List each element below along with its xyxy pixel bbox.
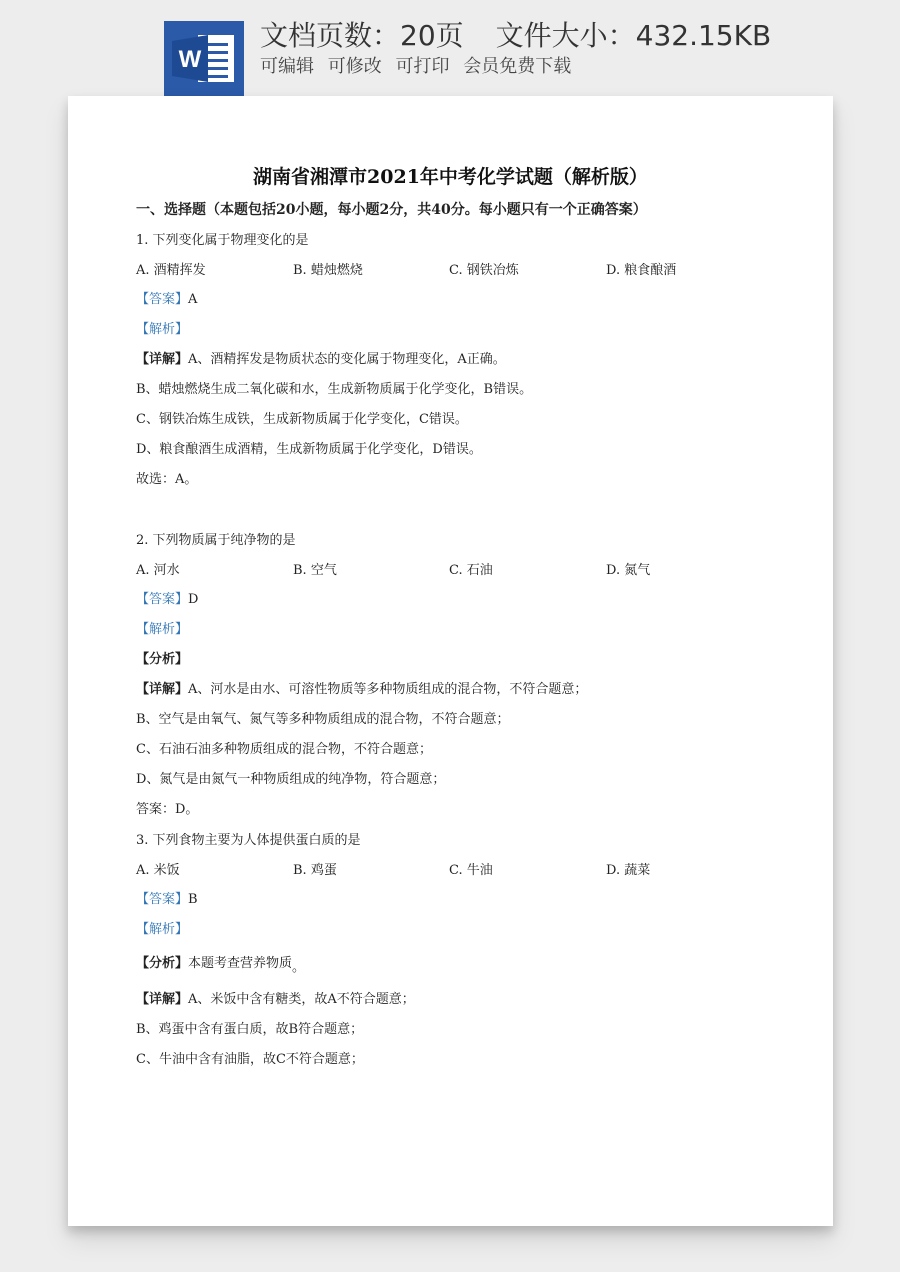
q1-option-c: C. 钢铁冶炼 (449, 263, 519, 278)
fenxi-text: 本题考查营养物质 (188, 956, 293, 971)
q3-fenxi (136, 955, 305, 973)
question-1-stem: 1. 下列变化属于物理变化的是 (136, 233, 309, 248)
detail-text: A、米饭中含有糖类，故A不符合题意； (188, 992, 415, 1007)
q2-explanation-d: D、氮气是由氮气一种物质组成的纯净物，符合题意； (136, 772, 446, 787)
answer-tag: 【答案】 (136, 892, 189, 907)
q3-option-a: A. 米饭 (136, 863, 180, 878)
q3-detail (136, 991, 415, 1009)
q3-option-d: D. 蔬菜 (606, 863, 651, 878)
q1-detail (136, 351, 506, 369)
feature-free-download: 会员免费下载 (463, 56, 572, 77)
q2-conclusion: 答案：D。 (136, 802, 199, 817)
feature-editable: 可编辑 (260, 56, 314, 77)
q1-option-b: B. 蜡烛燃烧 (293, 263, 363, 278)
feature-list (260, 55, 579, 79)
feature-modifiable: 可修改 (327, 56, 382, 77)
q2-option-a: A. 河水 (136, 563, 180, 578)
file-size: 文件大小：432.15KB (495, 19, 772, 52)
q2-explanation-b: B、空气是由氧气、氮气等多种物质组成的混合物，不符合题意； (136, 712, 510, 727)
detail-tag: 【详解】 (136, 992, 189, 1007)
answer-tag: 【答案】 (136, 292, 189, 307)
answer-value: A (188, 292, 198, 307)
answer-tag: 【答案】 (136, 592, 189, 607)
q3-answer (136, 891, 198, 909)
q1-answer (136, 291, 197, 309)
q3-option-c: C. 牛油 (449, 863, 493, 878)
page-count: 文档页数：20页 (260, 19, 464, 52)
q1-explanation-b: B、蜡烛燃烧生成二氧化碳和水，生成新物质属于化学变化，B错误。 (136, 382, 533, 397)
page-title: 湖南省湘潭市2021年中考化学试题（解析版） (253, 166, 648, 188)
question-2-stem: 2. 下列物质属于纯净物的是 (136, 533, 296, 548)
q2-option-b: B. 空气 (293, 563, 337, 578)
feature-printable: 可打印 (395, 56, 450, 77)
q2-fenxi-tag: 【分析】 (136, 652, 189, 667)
q3-option-b: B. 鸡蛋 (293, 863, 337, 878)
answer-value: D (188, 592, 199, 607)
q2-explanation-c: C、石油石油多种物质组成的混合物，不符合题意； (136, 742, 432, 757)
question-3-stem: 3. 下列食物主要为人体提供蛋白质的是 (136, 833, 361, 848)
q1-conclusion: 故选：A。 (136, 472, 198, 487)
q3-explanation-c: C、牛油中含有油脂，故C不符合题意； (136, 1052, 364, 1067)
q2-option-d: D. 氮气 (606, 563, 651, 578)
q1-explanation-d: D、粮食酿酒生成酒精，生成新物质属于化学变化，D错误。 (136, 442, 482, 457)
fenxi-tag: 【分析】 (136, 956, 189, 971)
q2-detail (136, 681, 587, 699)
detail-text: A、酒精挥发是物质状态的变化属于物理变化，A正确。 (188, 352, 506, 367)
q2-option-c: C. 石油 (449, 563, 493, 578)
q2-answer (136, 591, 198, 609)
q1-option-a: A. 酒精挥发 (136, 263, 206, 278)
detail-tag: 【详解】 (136, 682, 189, 697)
section-heading: 一、选择题（本题包括20小题，每小题2分，共40分。每小题只有一个正确答案） (136, 202, 647, 218)
document-page (68, 96, 833, 1226)
word-doc-icon (164, 21, 244, 96)
fenxi-end: 。 (292, 960, 306, 975)
detail-text: A、河水是由水、可溶性物质等多种物质组成的混合物，不符合题意； (188, 682, 588, 697)
q2-analysis-tag: 【解析】 (136, 622, 189, 637)
q1-explanation-c: C、钢铁冶炼生成铁，生成新物质属于化学变化，C错误。 (136, 412, 468, 427)
q3-analysis-tag: 【解析】 (136, 922, 189, 937)
q1-analysis-tag: 【解析】 (136, 322, 189, 337)
document-info-banner (0, 0, 900, 96)
q3-explanation-b: B、鸡蛋中含有蛋白质，故B符合题意； (136, 1022, 364, 1037)
q1-option-d: D. 粮食酿酒 (606, 263, 677, 278)
answer-value: B (188, 892, 198, 907)
word-icon-letter: W (178, 46, 202, 73)
detail-tag: 【详解】 (136, 352, 189, 367)
document-stats (260, 19, 771, 53)
